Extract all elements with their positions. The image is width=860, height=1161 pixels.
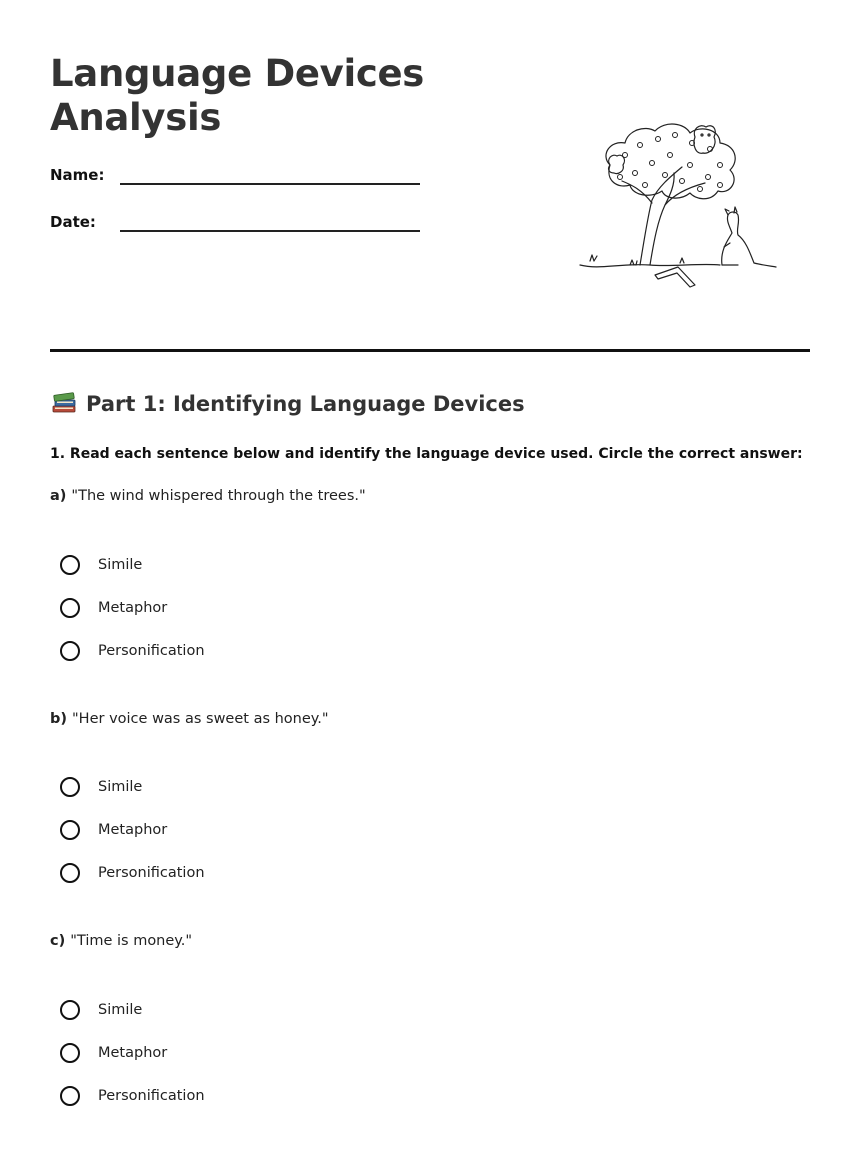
question-c-option-metaphor[interactable]	[60, 1042, 360, 1068]
name-label: Name:	[50, 166, 105, 184]
option-label[interactable]: Simile	[98, 557, 143, 573]
part1-instruction: 1. Read each sentence below and identify the language device used. Circle the correct answer:	[50, 446, 803, 462]
question-b-text	[50, 709, 810, 729]
radio-button[interactable]	[60, 1086, 80, 1106]
question-b	[50, 709, 810, 881]
radio-button[interactable]	[60, 1043, 80, 1063]
question-b-letter: b)	[50, 711, 68, 727]
option-label[interactable]: Personification	[98, 865, 205, 881]
title-line-2: Analysis	[50, 96, 222, 139]
worksheet-page	[50, 0, 810, 1161]
name-field	[50, 165, 420, 195]
title-line-1: Language Devices	[50, 52, 424, 95]
date-field	[50, 212, 420, 242]
section-divider	[50, 349, 810, 352]
question-a-text	[50, 486, 810, 506]
option-label[interactable]: Simile	[98, 779, 143, 795]
question-a-option-metaphor[interactable]	[60, 597, 360, 623]
radio-button[interactable]	[60, 641, 80, 661]
option-label[interactable]: Simile	[98, 1002, 143, 1018]
question-c-letter: c)	[50, 933, 66, 949]
question-c-text	[50, 931, 810, 951]
question-c-sentence: "Time is money."	[70, 933, 193, 949]
radio-button[interactable]	[60, 820, 80, 840]
page-title	[50, 52, 470, 140]
option-label[interactable]: Personification	[98, 643, 205, 659]
question-a-option-simile[interactable]	[60, 554, 360, 580]
option-label[interactable]: Metaphor	[98, 822, 168, 838]
option-label[interactable]: Metaphor	[98, 600, 168, 616]
part1-title-text: Part 1: Identifying Language Devices	[86, 392, 525, 416]
radio-button[interactable]	[60, 863, 80, 883]
books-icon	[50, 388, 78, 416]
question-b-option-personification[interactable]	[60, 862, 360, 888]
question-a-option-personification[interactable]	[60, 640, 360, 666]
name-input-line[interactable]	[120, 183, 420, 185]
question-a-letter: a)	[50, 488, 67, 504]
radio-button[interactable]	[60, 777, 80, 797]
radio-button[interactable]	[60, 598, 80, 618]
question-c-option-simile[interactable]	[60, 999, 360, 1025]
part1-title	[50, 388, 525, 420]
option-label[interactable]: Metaphor	[98, 1045, 168, 1061]
question-b-option-simile[interactable]	[60, 776, 360, 802]
date-input-line[interactable]	[120, 230, 420, 232]
radio-button[interactable]	[60, 1000, 80, 1020]
question-c-option-personification[interactable]	[60, 1085, 360, 1111]
question-a-sentence: "The wind whispered through the trees."	[71, 488, 366, 504]
date-label: Date:	[50, 213, 96, 231]
option-label[interactable]: Personification	[98, 1088, 205, 1104]
question-a	[50, 486, 810, 659]
question-b-sentence: "Her voice was as sweet as honey."	[72, 711, 329, 727]
radio-button[interactable]	[60, 555, 80, 575]
question-b-option-metaphor[interactable]	[60, 819, 360, 845]
tree-kangaroo-koala-boomerang-illustration	[570, 115, 780, 295]
question-c	[50, 931, 810, 1104]
